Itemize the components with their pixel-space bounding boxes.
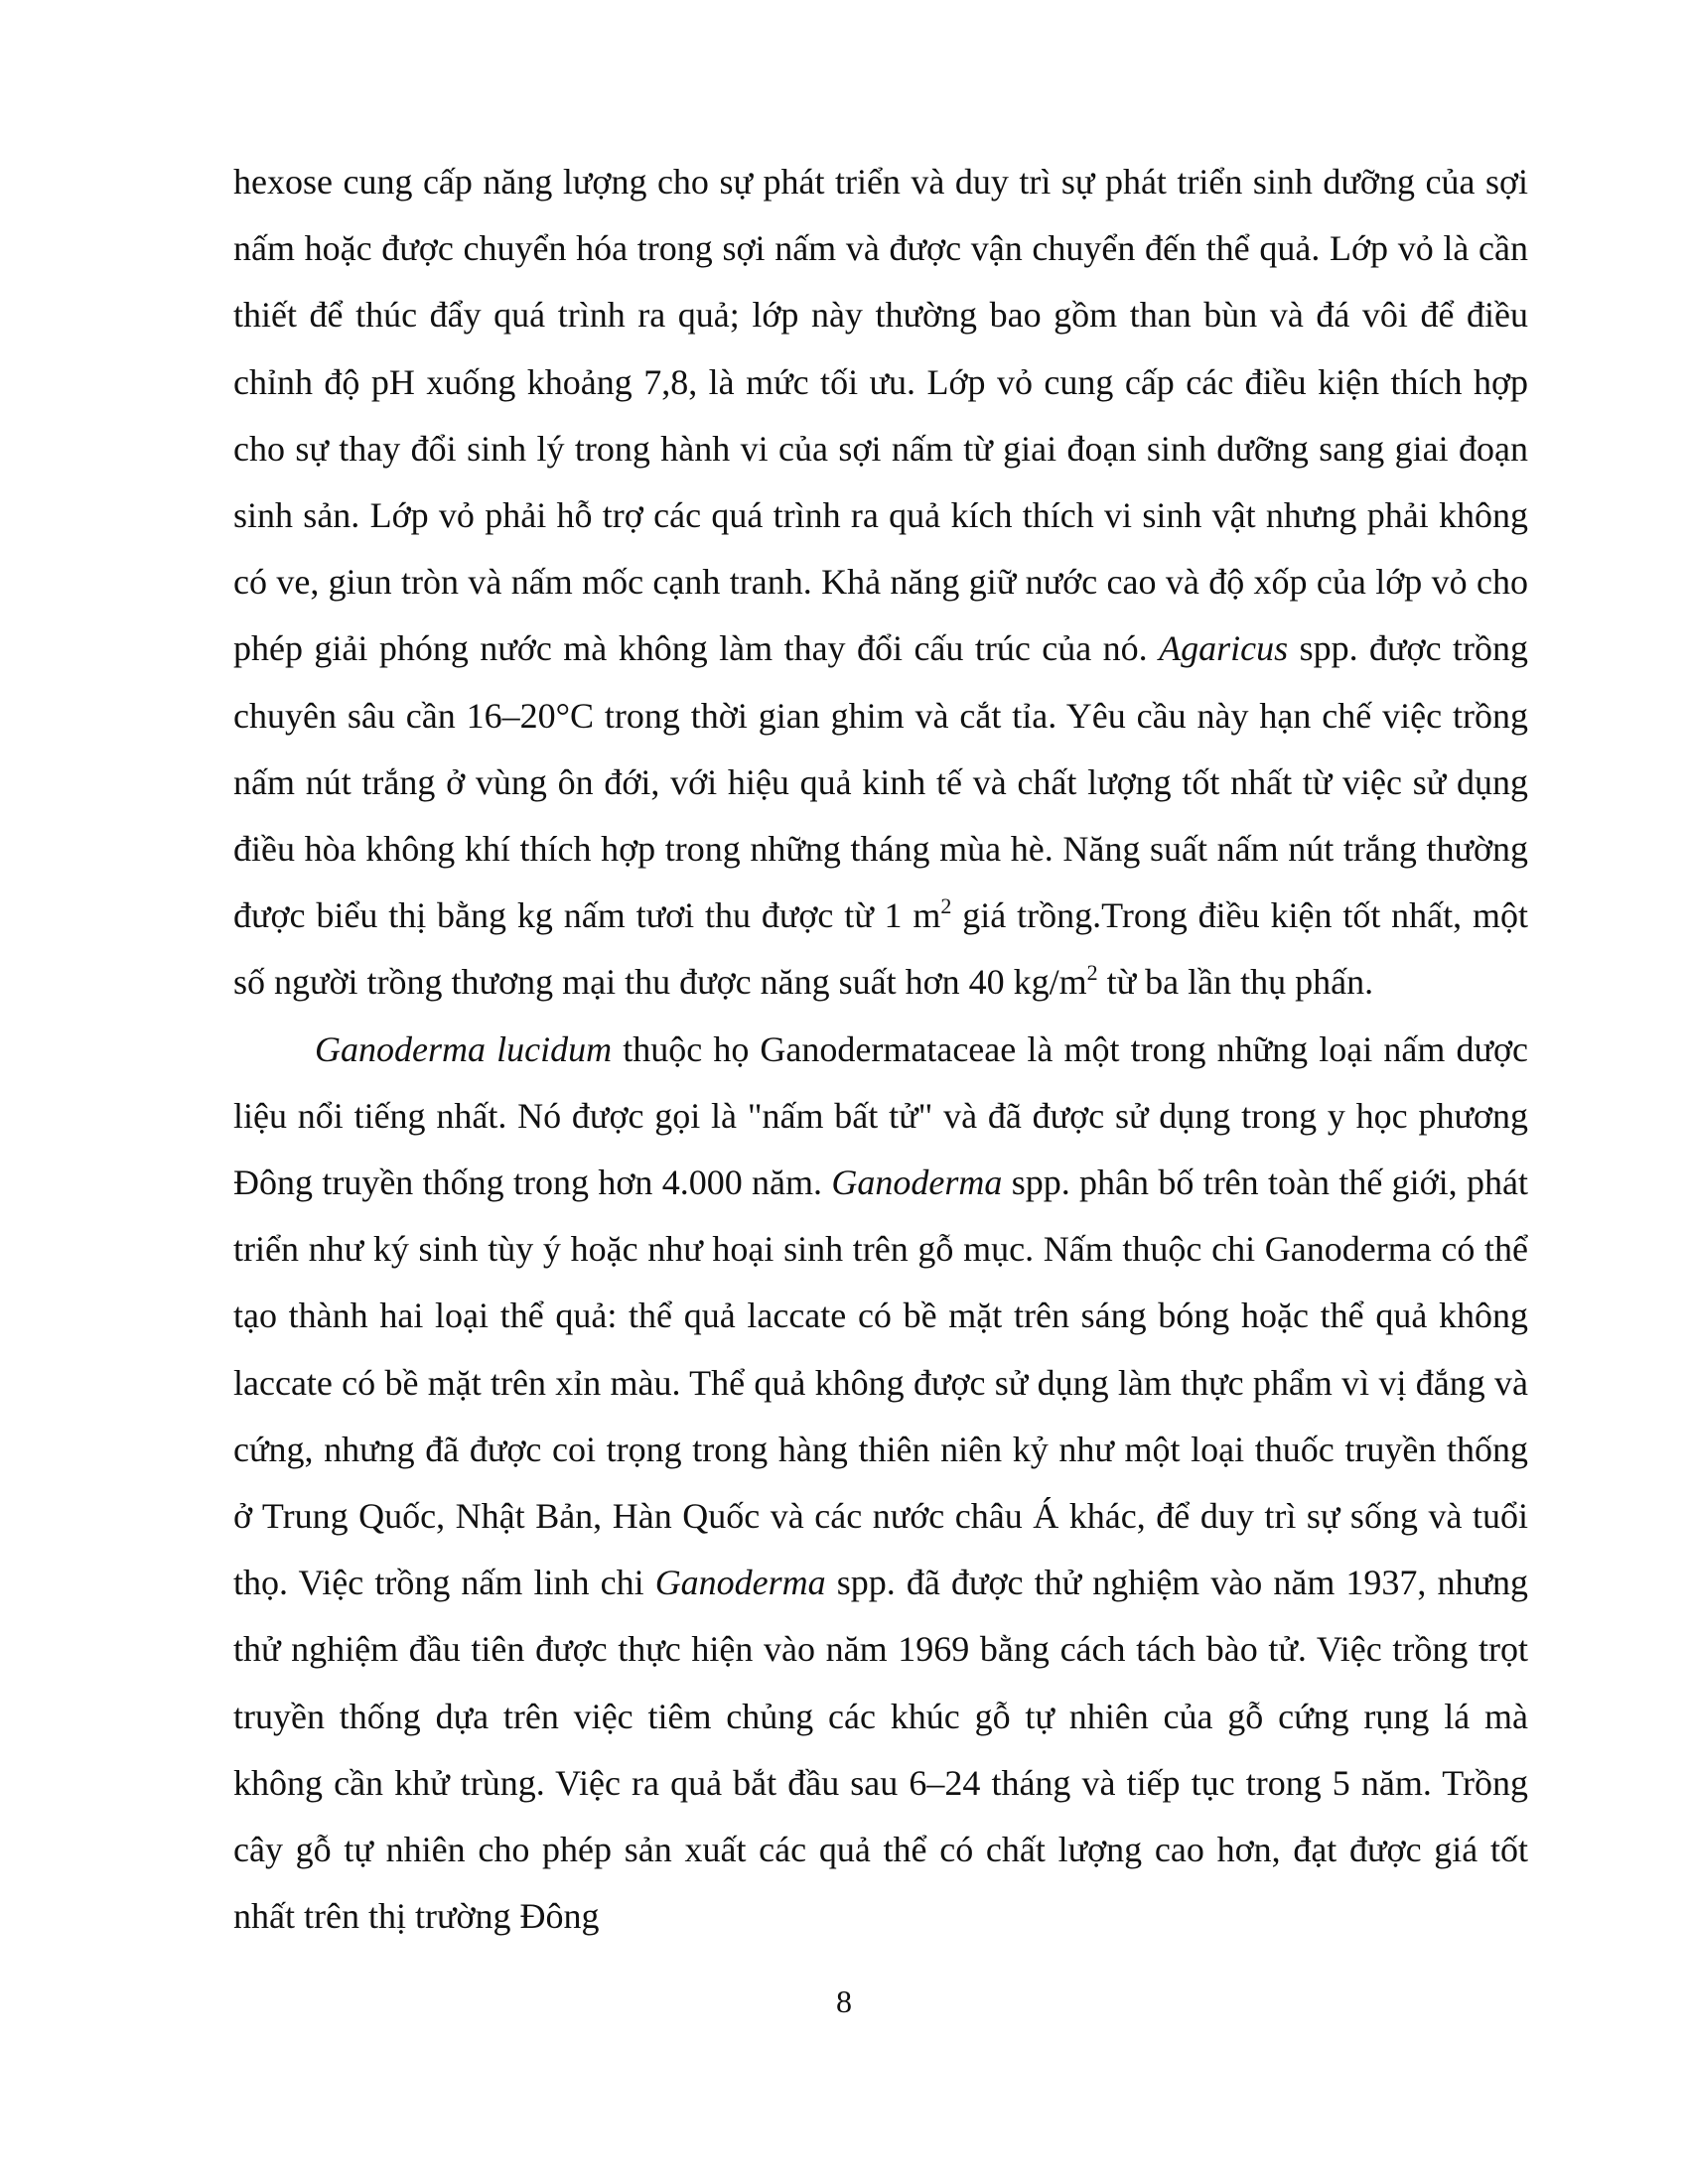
paragraph-2: [233, 1017, 1528, 1951]
paragraph-2-italic-ganoderma-1: Ganoderma: [831, 1162, 1003, 1203]
paragraph-2-text-1: thuộc họ Ganodermataceae là một trong những loại nấm dược liệu nổi tiếng nhất. Nó được gọi là "nấm bất tử" và đã được sử dụng trong y học phương Đông truyền thống trong hơn 4.000 năm.: [233, 1028, 1529, 1203]
page-number: 8: [836, 1983, 852, 2019]
paragraph-1-text-4: từ ba lần thụ phấn.: [1106, 962, 1374, 1003]
paragraph-2-text-3: spp. đã được thử nghiệm vào năm 1937, nhưng thử nghiệm đầu tiên được thực hiện vào năm 1969 bằng cách tách bào tử. Việc trồng trọt truyền thống dựa trên việc tiêm chủng các khúc gỗ tự nhiên của gỗ cứng rụng lá mà không cần khử trùng. Việc ra quả bắt đầu sau 6–24 tháng và tiếp tục trong 5 năm. Trồng cây gỗ tự nhiên cho phép sản xuất các quả thể có chất lượng cao hơn, đạt được giá tốt nhất trên thị trường Đông: [233, 1563, 1529, 1937]
paragraph-2-italic-ganoderma-lucidum: Ganoderma lucidum: [315, 1028, 613, 1069]
paragraph-2-italic-ganoderma-2: Ganoderma: [654, 1563, 826, 1603]
paragraph-2-text-2: spp. phân bố trên toàn thế giới, phát triển như ký sinh tùy ý hoặc như hoại sinh trên gỗ mục. Nấm thuộc chi Ganoderma có thể tạo thành hai loại thể quả: thể quả laccate có bề mặt trên sáng bóng hoặc thể quả không laccate có bề mặt trên xỉn màu. Thể quả không được sử dụng làm thực phẩm vì vị đắng và cứng, nhưng đã được coi trọng trong hàng thiên niên kỷ như một loại thuốc truyền thống ở Trung Quốc, Nhật Bản, Hàn Quốc và các nước châu Á khác, để duy trì sự sống và tuổi thọ. Việc trồng nấm linh chi: [233, 1162, 1528, 1603]
paragraph-1-text-2: spp. được trồng chuyên sâu cần 16–20°C trong thời gian ghim và cắt tỉa. Yêu cầu này hạn chế việc trồng nấm nút trắng ở vùng ôn đới, với hiệu quả kinh tế và chất lượng tốt nhất từ việc sử dụng điều hòa không khí thích hợp trong những tháng mùa hè. Năng suất nấm nút trắng thường được biểu thị bằng kg nấm tươi thu được từ 1 m: [233, 628, 1528, 936]
paragraph-1: [233, 149, 1528, 1017]
paragraph-1-italic-agaricus: Agaricus: [1159, 628, 1289, 669]
superscript-squared-1: 2: [940, 893, 952, 919]
body-text: [233, 149, 1528, 1950]
paragraph-1-text-3: giá trồng.Trong điều kiện tốt nhất, một số người trồng thương mại thu được năng suất hơn 40 kg/m: [233, 895, 1529, 1003]
paragraph-1-text-1: hexose cung cấp năng lượng cho sự phát triển và duy trì sự phát triển sinh dưỡng của sợi nấm hoặc được chuyển hóa trong sợi nấm và được vận chuyển đến thể quả. Lớp vỏ là cần thiết để thúc đẩy quá trình ra quả; lớp này thường bao gồm than bùn và đá vôi để điều chỉnh độ pH xuống khoảng 7,8, là mức tối ưu. Lớp vỏ cung cấp các điều kiện thích hợp cho sự thay đổi sinh lý trong hành vi của sợi nấm từ giai đoạn sinh dưỡng sang giai đoạn sinh sản. Lớp vỏ phải hỗ trợ các quá trình ra quả kích thích vi sinh vật nhưng phải không có ve, giun tròn và nấm mốc cạnh tranh. Khả năng giữ nước cao và độ xốp của lớp vỏ cho phép giải phóng nước mà không làm thay đổi cấu trúc của nó.: [233, 162, 1528, 669]
superscript-squared-2: 2: [1086, 960, 1098, 986]
